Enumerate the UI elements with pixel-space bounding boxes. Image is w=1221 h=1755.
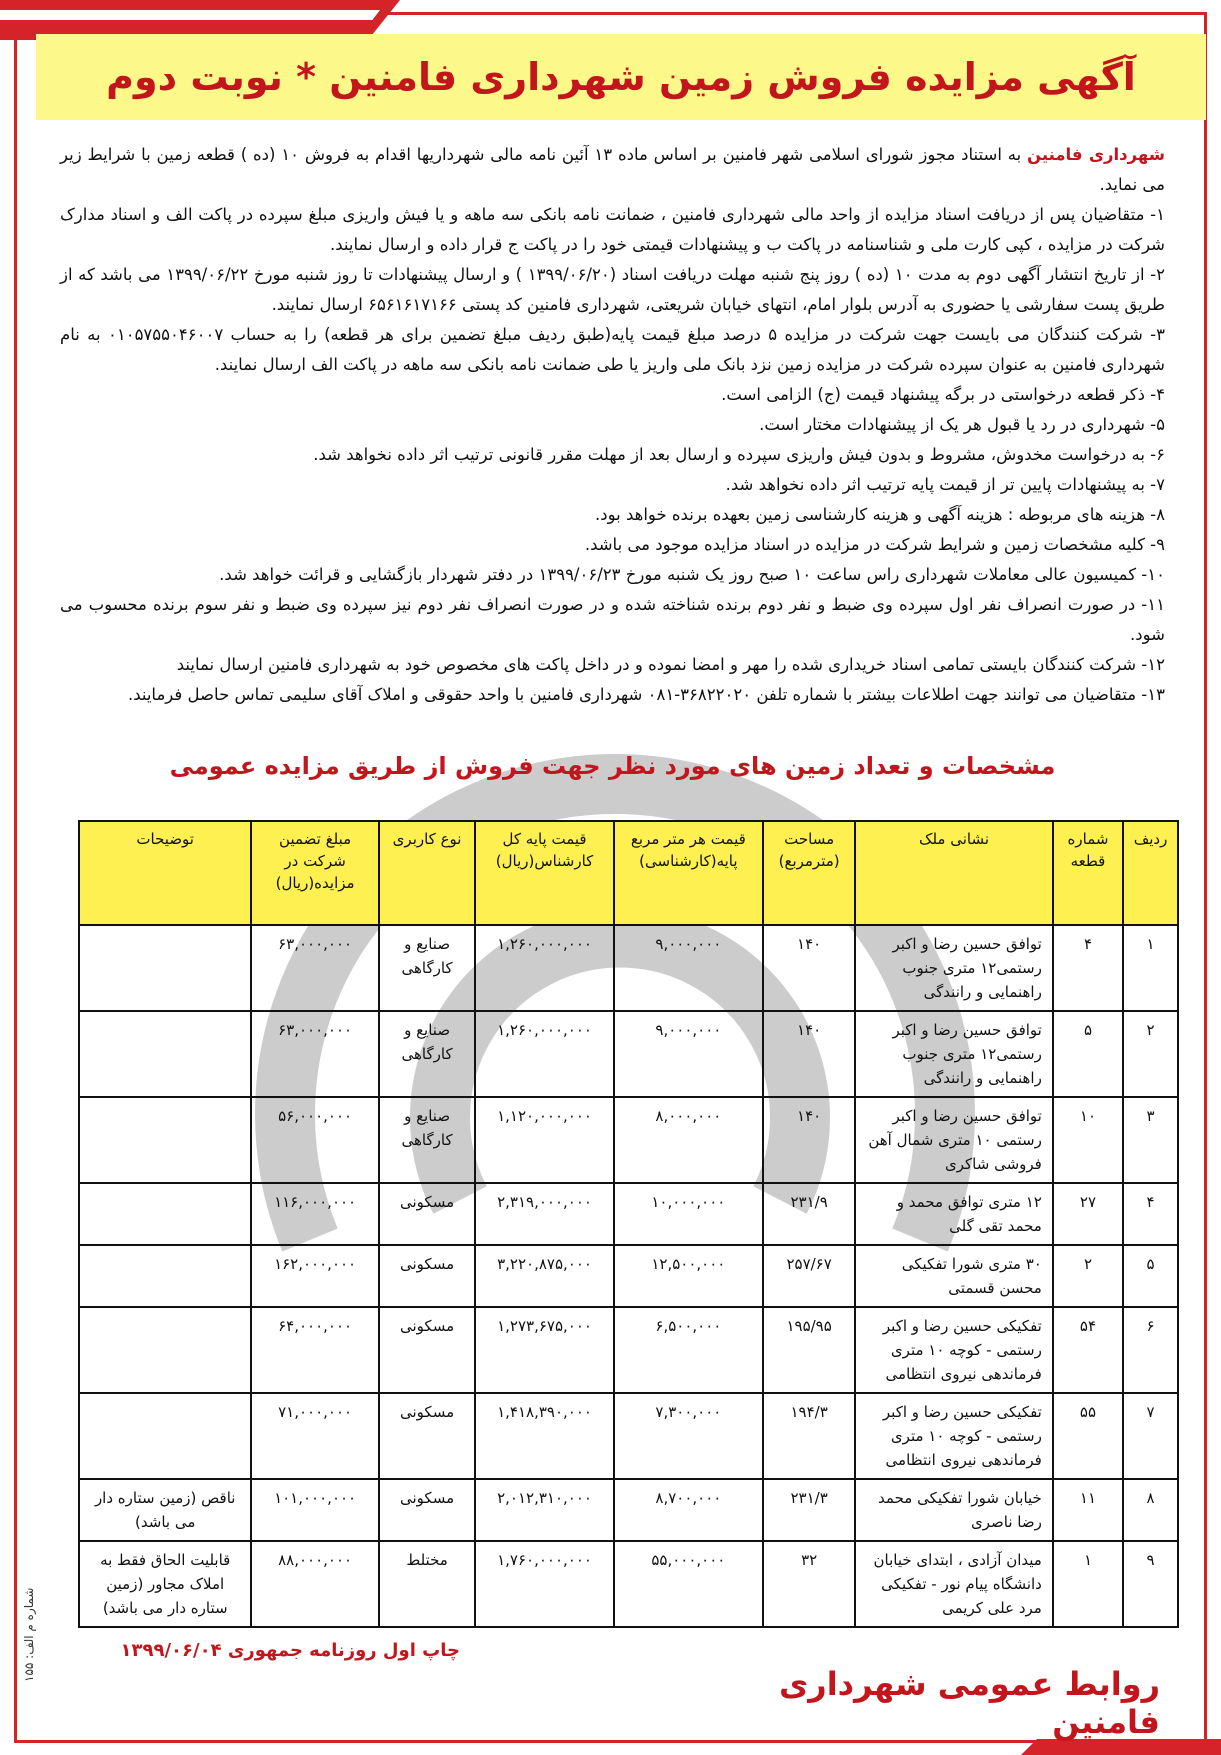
print-note: چاپ اول روزنامه جمهوری ۱۳۹۹/۰۶/۰۴ [120,1640,460,1661]
cell-unit-price: ۹,۰۰۰,۰۰۰ [614,925,763,1011]
condition-item: ۶- به درخواست مخدوش، مشروط و بدون فیش واریزی سپرده و ارسال بعد از مهلت مقرر قانونی ترتیب اثر داده نخواهد شد. [313,445,1165,464]
cell-plot: ۵۴ [1053,1307,1123,1393]
cell-unit-price: ۱۰,۰۰۰,۰۰۰ [614,1183,763,1245]
table-row [79,1183,1178,1245]
cell-row: ۶ [1123,1307,1178,1393]
cell-row: ۱ [1123,925,1178,1011]
col-header-plot: شماره قطعه [1053,821,1123,925]
condition-item: ۹- کلیه مشخصات زمین و شرایط شرکت در مزایده در اسناد مزایده موجود می باشد. [584,535,1165,554]
signature: روابط عمومی شهرداری فامنین [778,1665,1160,1741]
side-number: شماره م الف: ۱۵۵ [22,1587,36,1683]
condition-item: ۱۱- در صورت انصراف نفر اول سپرده وی ضبط و نفر دوم برنده شناخته شده و در صورت انصراف نفر دوم نیز سپرده وی ضبط و نفر سوم برنده محسوب می شود. [60,595,1165,644]
condition-item: ۳- شرکت کنندگان می بایست جهت شرکت در مزایده ۵ درصد مبلغ قیمت پایه(طبق ردیف مبلغ تضمین برای هر قطعه) را به حساب ۰۱۰۵۷۵۵۰۴۶۰۰۷ به نام شهرداری فامنین به عنوان سپرده شرکت در مزایده زمین نزد بانک ملی واریز یا طی ضمانت نامه بانکی سه ماهه در پاکت الف ارسال نمایند. [60,325,1166,374]
intro-lead: شهرداری فامنین [1027,145,1165,164]
intro-text [60,140,1165,710]
cell-plot: ۵۵ [1053,1393,1123,1479]
table-row [79,1011,1178,1097]
condition-item: ۱۰- کمیسیون عالی معاملات شهرداری راس ساعت ۱۰ صبح روز یک شنبه مورخ ۱۳۹۹/۰۶/۲۳ در دفتر شهردار بازگشایی و قرائت خواهد شد. [219,565,1165,584]
intro-lead-paragraph [60,140,1165,200]
cell-usage: صنایع و کارگاهی [379,1011,476,1097]
cell-usage: مسکونی [379,1245,476,1307]
cell-address: تفکیکی حسین رضا و اکبر رستمی - کوچه ۱۰ متری فرماندهی نیروی انتظامی [855,1393,1053,1479]
cell-row: ۳ [1123,1097,1178,1183]
col-header-usage: نوع کاربری [379,821,476,925]
cell-total-price: ۱,۲۶۰,۰۰۰,۰۰۰ [475,1011,613,1097]
condition-item: ۵- شهرداری در رد یا قبول هر یک از پیشنهادات مختار است. [759,415,1165,434]
cell-total-price: ۱,۲۶۰,۰۰۰,۰۰۰ [475,925,613,1011]
cell-plot: ۱ [1053,1541,1123,1627]
cell-area: ۱۹۴/۳ [763,1393,855,1479]
cell-total-price: ۲,۳۱۹,۰۰۰,۰۰۰ [475,1183,613,1245]
col-header-area: مساحت (مترمربع) [763,821,855,925]
cell-area: ۱۴۰ [763,1011,855,1097]
cell-address: میدان آزادی ، ابتدای خیابان دانشگاه پیام نور - تفکیکی مرد علی کریمی [855,1541,1053,1627]
cell-address: خیابان شورا تفکیکی محمد رضا ناصری [855,1479,1053,1541]
header-banner [36,34,1206,120]
col-header-total-price: قیمت پایه کل کارشناس(ریال) [475,821,613,925]
cell-area: ۲۳۱/۹ [763,1183,855,1245]
condition-item: ۷- به پیشنهادات پایین تر از قیمت پایه ترتیب اثر داده نخواهد شد. [725,475,1165,494]
cell-usage: مسکونی [379,1479,476,1541]
cell-notes [79,1097,251,1183]
cell-area: ۲۵۷/۶۷ [763,1245,855,1307]
condition-item: ۸- هزینه های مربوطه : هزینه آگهی و هزینه کارشناسی زمین بعهده برنده خواهد بود. [595,505,1165,524]
col-header-address: نشانی ملک [855,821,1053,925]
page-title: آگهی مزایده فروش زمین شهرداری فامنین * نوبت دوم [106,55,1136,99]
cell-area: ۳۲ [763,1541,855,1627]
condition-item: ۲- از تاریخ انتشار آگهی دوم به مدت ۱۰ (ده ) روز پنج شنبه مهلت دریافت اسناد (۱۳۹۹/۰۶/۲۰ ) و ارسال پیشنهادات تا روز شنبه مورخ ۱۳۹۹/۰۶/۲۲ می باشد که از طریق پست سفارشی یا حضوری به آدرس بلوار امام، انتهای خیابان شریعتی، شهرداری فامنین کد پستی ۶۵۶۱۶۱۷۱۶۶ ارسال نمایند. [60,265,1165,314]
cell-address: ۳۰ متری شورا تفکیکی محسن قسمتی [855,1245,1053,1307]
table-row [79,1479,1178,1541]
col-header-notes: توضیحات [79,821,251,925]
cell-area: ۱۴۰ [763,1097,855,1183]
cell-area: ۲۳۱/۳ [763,1479,855,1541]
cell-address: تفکیکی حسین رضا و اکبر رستمی - کوچه ۱۰ متری فرماندهی نیروی انتظامی [855,1307,1053,1393]
table-row [79,1307,1178,1393]
cell-area: ۱۹۵/۹۵ [763,1307,855,1393]
cell-address: توافق حسین رضا و اکبر رستمی ۱۰ متری شمال آهن فروشی شاکری [855,1097,1053,1183]
corner-stripe-inner [0,10,380,20]
cell-plot: ۲ [1053,1245,1123,1307]
cell-notes [79,925,251,1011]
col-header-deposit: مبلغ تضمین شرکت در مزایده(ریال) [251,821,378,925]
cell-usage: مسکونی [379,1307,476,1393]
cell-row: ۸ [1123,1479,1178,1541]
cell-unit-price: ۷,۳۰۰,۰۰۰ [614,1393,763,1479]
condition-item: ۱- متقاضیان پس از دریافت اسناد مزایده از واحد مالی شهرداری فامنین ، ضمانت نامه بانکی سه ماهه و یا فیش واریزی مبلغ سپرده در پاکت الف و اسناد مدارک شرکت در مزایده ، کپی کارت ملی و شناسنامه در پاکت ب و پیشنهادات قیمتی خود را در پاکت ج قرار داده و ارسال نمایند. [60,205,1165,254]
cell-notes: قابلیت الحاق فقط به املاک مجاور (زمین ستاره دار می باشد) [79,1541,251,1627]
cell-plot: ۱۱ [1053,1479,1123,1541]
table-row [79,1245,1178,1307]
cell-usage: مختلط [379,1541,476,1627]
col-header-unit-price: قیمت هر متر مربع پایه(کارشناسی) [614,821,763,925]
bottom-stripe [1021,1739,1221,1755]
cell-row: ۹ [1123,1541,1178,1627]
table-row [79,1393,1178,1479]
cell-plot: ۴ [1053,925,1123,1011]
cell-unit-price: ۱۲,۵۰۰,۰۰۰ [614,1245,763,1307]
cell-deposit: ۶۴,۰۰۰,۰۰۰ [251,1307,378,1393]
table-row [79,1541,1178,1627]
lots-table [78,820,1179,1628]
section-title: مشخصات و تعداد زمین های مورد نظر جهت فروش از طریق مزایده عمومی [169,752,1056,780]
table-row [79,1097,1178,1183]
col-header-row: ردیف [1123,821,1178,925]
cell-deposit: ۶۳,۰۰۰,۰۰۰ [251,1011,378,1097]
cell-row: ۷ [1123,1393,1178,1479]
table-header-row [79,821,1178,925]
cell-unit-price: ۵۵,۰۰۰,۰۰۰ [614,1541,763,1627]
cell-total-price: ۱,۱۲۰,۰۰۰,۰۰۰ [475,1097,613,1183]
condition-item: ۱۲- شرکت کنندگان بایستی تمامی اسناد خریداری شده را مهر و امضا نموده و در داخل پاکت های مخصوص خود به شهرداری فامنین ارسال نمایند [176,655,1165,674]
cell-unit-price: ۸,۷۰۰,۰۰۰ [614,1479,763,1541]
cell-notes [79,1307,251,1393]
cell-deposit: ۶۳,۰۰۰,۰۰۰ [251,925,378,1011]
cell-address: توافق حسین رضا و اکبر رستمی۱۲ متری جنوب راهنمایی و رانندگی [855,1011,1053,1097]
cell-total-price: ۱,۴۱۸,۳۹۰,۰۰۰ [475,1393,613,1479]
condition-item: ۱۳- متقاضیان می توانند جهت اطلاعات بیشتر با شماره تلفن ۳۶۸۲۲۰۲۰-۰۸۱ شهرداری فامنین با واحد حقوقی و املاک آقای سلیمی تماس حاصل فرمایند. [127,685,1165,704]
cell-deposit: ۱۶۲,۰۰۰,۰۰۰ [251,1245,378,1307]
cell-unit-price: ۹,۰۰۰,۰۰۰ [614,1011,763,1097]
cell-row: ۵ [1123,1245,1178,1307]
cell-deposit: ۸۸,۰۰۰,۰۰۰ [251,1541,378,1627]
cell-row: ۲ [1123,1011,1178,1097]
cell-deposit: ۱۱۶,۰۰۰,۰۰۰ [251,1183,378,1245]
cell-usage: مسکونی [379,1393,476,1479]
cell-total-price: ۳,۲۲۰,۸۷۵,۰۰۰ [475,1245,613,1307]
cell-plot: ۵ [1053,1011,1123,1097]
cell-usage: مسکونی [379,1183,476,1245]
cell-total-price: ۱,۲۷۳,۶۷۵,۰۰۰ [475,1307,613,1393]
cell-notes [79,1245,251,1307]
cell-unit-price: ۸,۰۰۰,۰۰۰ [614,1097,763,1183]
cell-plot: ۲۷ [1053,1183,1123,1245]
cell-address: توافق حسین رضا و اکبر رستمی۱۲ متری جنوب راهنمایی و رانندگی [855,925,1053,1011]
intro-lead-rest: به استناد مجوز شورای اسلامی شهر فامنین بر اساس ماده ۱۳ آئین نامه مالی شهرداریها اقدام به فروش ۱۰ (ده ) قطعه زمین با شرایط زیر می نماید. [60,145,1165,194]
cell-area: ۱۴۰ [763,925,855,1011]
cell-notes [79,1183,251,1245]
cell-plot: ۱۰ [1053,1097,1123,1183]
cell-row: ۴ [1123,1183,1178,1245]
cell-usage: صنایع و کارگاهی [379,1097,476,1183]
cell-total-price: ۲,۰۱۲,۳۱۰,۰۰۰ [475,1479,613,1541]
cell-notes [79,1393,251,1479]
cell-address: ۱۲ متری توافق محمد و محمد تقی گلی [855,1183,1053,1245]
condition-item: ۴- ذکر قطعه درخواستی در برگه پیشنهاد قیمت (ج) الزامی است. [721,385,1165,404]
cell-unit-price: ۶,۵۰۰,۰۰۰ [614,1307,763,1393]
table-row [79,925,1178,1011]
cell-deposit: ۷۱,۰۰۰,۰۰۰ [251,1393,378,1479]
cell-notes: ناقص (زمین ستاره دار می باشد) [79,1479,251,1541]
cell-deposit: ۵۶,۰۰۰,۰۰۰ [251,1097,378,1183]
cell-total-price: ۱,۷۶۰,۰۰۰,۰۰۰ [475,1541,613,1627]
cell-usage: صنایع و کارگاهی [379,925,476,1011]
cell-deposit: ۱۰۱,۰۰۰,۰۰۰ [251,1479,378,1541]
cell-notes [79,1011,251,1097]
